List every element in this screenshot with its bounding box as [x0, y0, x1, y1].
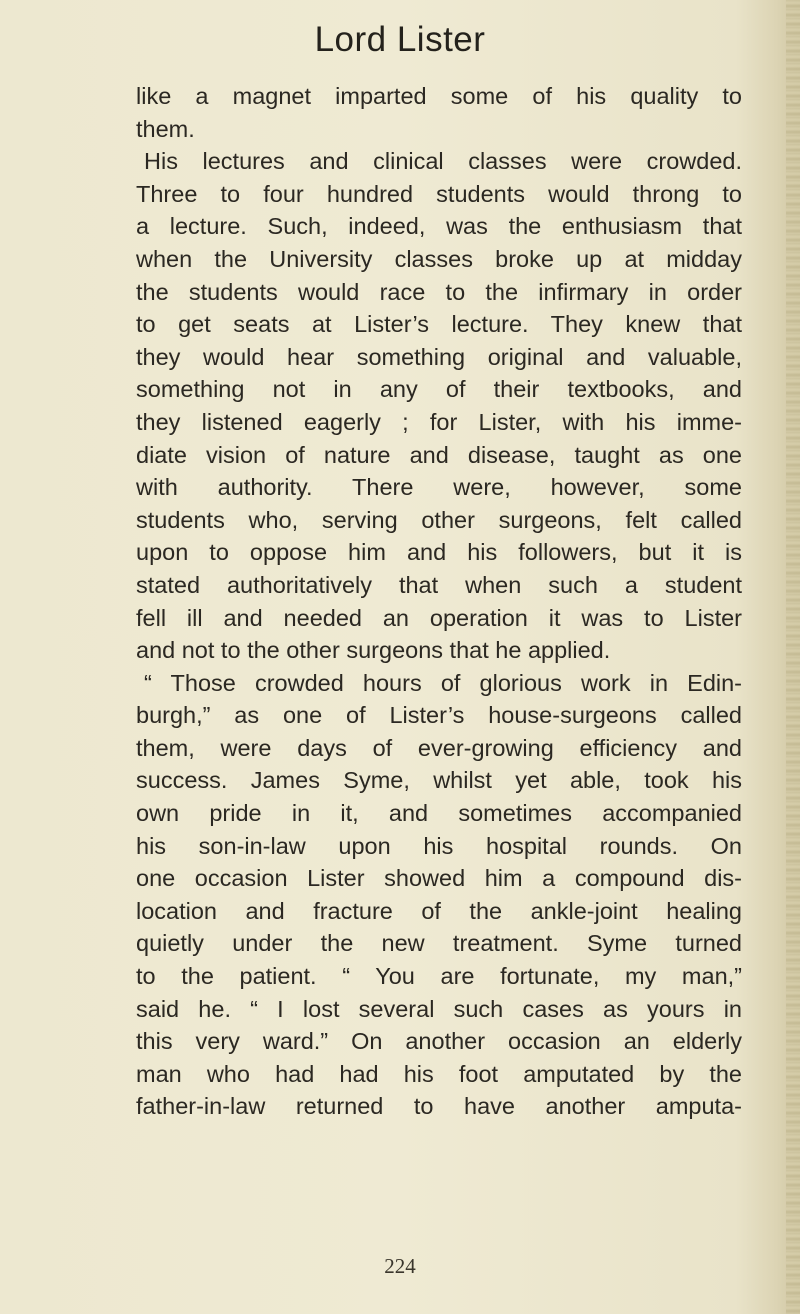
text-line: them, were days of ever-growing efficiency and — [136, 734, 742, 761]
text-line: with authority. There were, however, some — [136, 474, 742, 501]
text-line: Three to four hundred students would throng to — [136, 180, 742, 207]
text-line: fell ill and needed an operation it was to Lister — [136, 604, 742, 631]
text-line: his son-in-law upon his hospital rounds. On — [136, 832, 742, 859]
text-line: them. — [136, 115, 195, 142]
text-line: they listened eagerly ; for Lister, with his imme- — [136, 408, 742, 435]
text-line: something not in any of their textbooks, and — [136, 376, 742, 403]
text-line: one occasion Lister showed him a compound dis- — [136, 865, 742, 892]
running-head: Lord Lister — [314, 20, 486, 59]
text-line: location and fracture of the ankle-joint healing — [136, 897, 742, 924]
text-line: own pride in it, and sometimes accompanied — [136, 800, 742, 827]
text-line: said he. “ I lost several such cases as yours in — [136, 995, 742, 1022]
text-line: to get seats at Lister’s lecture. They knew that — [136, 311, 742, 338]
text-line: burgh,” as one of Lister’s house-surgeons called — [136, 702, 742, 729]
text-line: and not to the other surgeons that he applied. — [136, 637, 611, 664]
text-line: the students would race to the infirmary in order — [136, 278, 742, 305]
text-line: when the University classes broke up at midday — [136, 245, 742, 272]
text-line: they would hear something original and valuable, — [136, 343, 742, 370]
text-line: man who had had his foot amputated by the — [136, 1060, 742, 1087]
text-line: stated authoritatively that when such a student — [136, 571, 742, 598]
page-edge — [786, 0, 800, 1314]
text-line: diate vision of nature and disease, taught as one — [136, 441, 742, 468]
text-line: a lecture. Such, indeed, was the enthusiasm that — [136, 213, 742, 240]
page-number: 224 — [384, 1254, 416, 1278]
text-line: students who, serving other surgeons, felt called — [136, 506, 742, 533]
body-text — [136, 80, 742, 1123]
text-line: to the patient. “ You are fortunate, my man,” — [136, 963, 742, 990]
text-line: His lectures and clinical classes were crowded. — [144, 148, 742, 175]
text-line: upon to oppose him and his followers, but it is — [136, 539, 742, 566]
text-line: like a magnet imparted some of his quality to — [136, 83, 742, 109]
text-line: this very ward.” On another occasion an elderly — [136, 1028, 742, 1055]
text-line: “ Those crowded hours of glorious work in Edin- — [144, 669, 742, 696]
text-line: quietly under the new treatment. Syme turned — [136, 930, 742, 957]
text-line: father-in-law returned to have another amputa- — [136, 1093, 742, 1120]
text-line: success. James Syme, whilst yet able, took his — [136, 767, 742, 794]
